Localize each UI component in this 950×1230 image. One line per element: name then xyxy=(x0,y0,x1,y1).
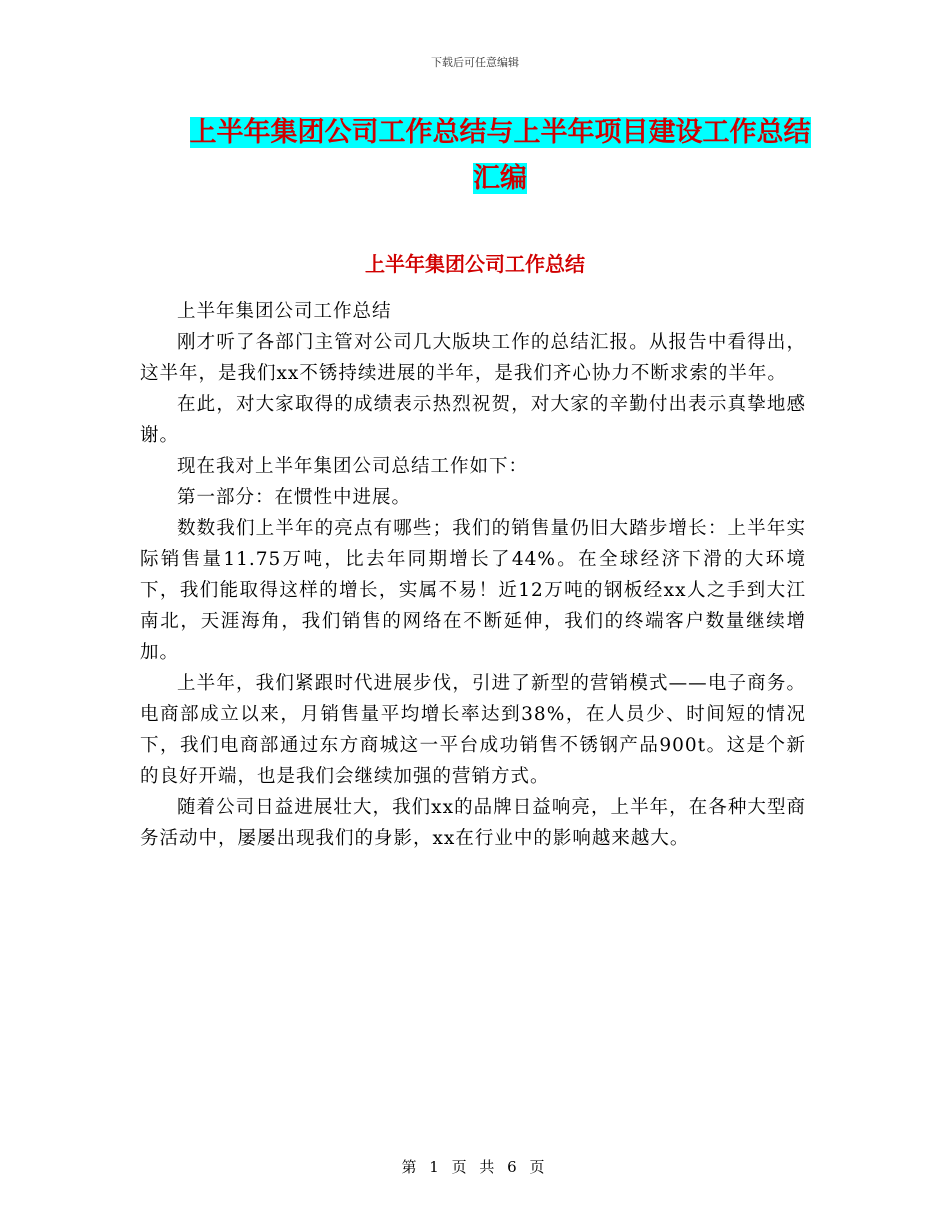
paragraph: 刚才听了各部门主管对公司几大版块工作的总结汇报。从报告中看得出，这半年，是我们xx不锈持续进展的半年，是我们齐心协力不断求索的半年。 xyxy=(140,332,806,384)
document-body xyxy=(140,296,806,854)
document-title xyxy=(140,110,860,202)
document-title-line-1: 上半年集团公司工作总结与上半年项目建设工作总结 xyxy=(189,117,811,148)
document-title-line-2: 汇编 xyxy=(473,163,527,194)
paragraph: 在此，对大家取得的成绩表示热烈祝贺，对大家的辛勤付出表示真挚地感谢。 xyxy=(140,394,806,446)
paragraph: 上半年集团公司工作总结 xyxy=(177,301,392,322)
paragraph: 上半年，我们紧跟时代进展步伐，引进了新型的营销模式——电子商务。电商部成立以来，月销售量平均增长率达到38%，在人员少、时间短的情况下，我们电商部通过东方商城这一平台成功销售不锈钢产品900t。这是个新的良好开端，也是我们会继续加强的营销方式。 xyxy=(140,673,806,787)
page-footer: 第 1 页 共 6 页 xyxy=(401,1158,549,1176)
section-title: 上半年集团公司工作总结 xyxy=(365,252,585,276)
paragraph: 数数我们上半年的亮点有哪些；我们的销售量仍旧大踏步增长：上半年实际销售量11.75万吨，比去年同期增长了44%。在全球经济下滑的大环境下，我们能取得这样的增长，实属不易！近12万吨的钢板经xx人之手到大江南北，天涯海角，我们销售的网络在不断延伸，我们的终端客户数量继续增加。 xyxy=(140,518,806,663)
paragraph: 现在我对上半年集团公司总结工作如下： xyxy=(177,456,529,477)
paragraph: 随着公司日益进展壮大，我们xx的品牌日益响亮，上半年，在各种大型商务活动中，屡屡出现我们的身影，xx在行业中的影响越来越大。 xyxy=(140,797,806,849)
paragraph: 第一部分：在惯性中进展。 xyxy=(177,487,412,508)
header-note: 下载后可任意编辑 xyxy=(431,56,519,69)
